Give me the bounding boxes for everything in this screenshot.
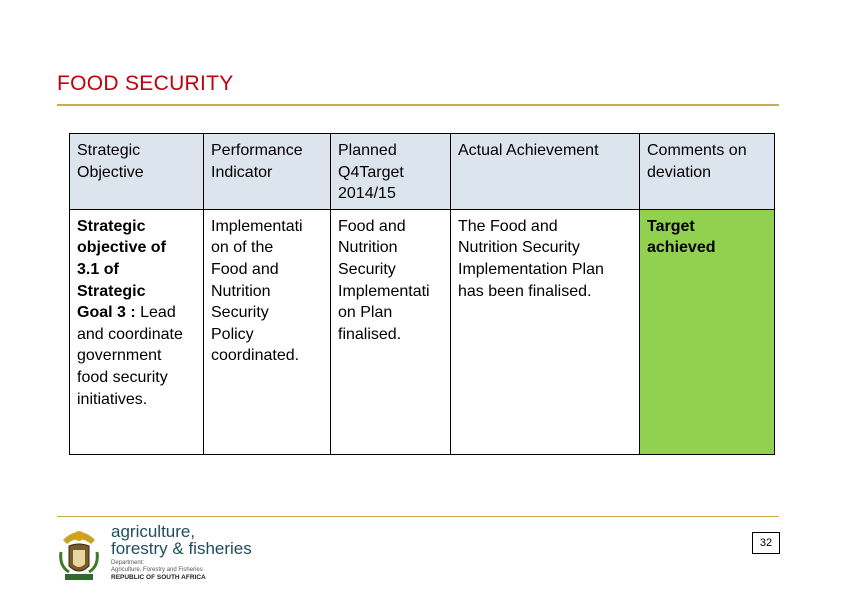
department-name: Department: Agriculture, Forestry and Fisheries [111, 560, 203, 573]
page-title: FOOD SECURITY [57, 72, 234, 95]
header-planned-target: Planned Q4Target 2014/15 [331, 134, 451, 210]
coat-of-arms-icon [55, 522, 103, 584]
header-comments: Comments on deviation [640, 134, 775, 210]
footer-divider [57, 516, 779, 517]
cell-comments-status: Target achieved [640, 209, 775, 454]
cell-actual-achievement: The Food and Nutrition Security Implementation Plan has been finalised. [451, 209, 640, 454]
cell-planned-target: Food and Nutrition Security Implementati on Plan finalised. [331, 209, 451, 454]
brand-line-2: forestry & fisheries [111, 539, 252, 558]
objective-bold-text: Strategic objective of 3.1 of Strategic Goal 3 : [77, 217, 166, 322]
cell-strategic-objective [70, 209, 204, 454]
food-security-table [69, 133, 775, 455]
page-number: 32 [752, 532, 780, 554]
header-performance-indicator: Performance Indicator [204, 134, 331, 210]
department-logo [55, 522, 252, 588]
header-actual-achievement: Actual Achievement [451, 134, 640, 210]
objective-text: Lead and coordinate government food security initiatives. [77, 304, 183, 408]
table-header-row [70, 134, 775, 210]
country-name: REPUBLIC OF SOUTH AFRICA [111, 574, 206, 581]
header-strategic-objective: Strategic Objective [70, 134, 204, 210]
cell-performance-indicator: Implementati on of the Food and Nutrition Security Policy coordinated. [204, 209, 331, 454]
title-divider [57, 104, 779, 106]
brand-line-1: agriculture, [111, 522, 196, 541]
table-row [70, 209, 775, 454]
